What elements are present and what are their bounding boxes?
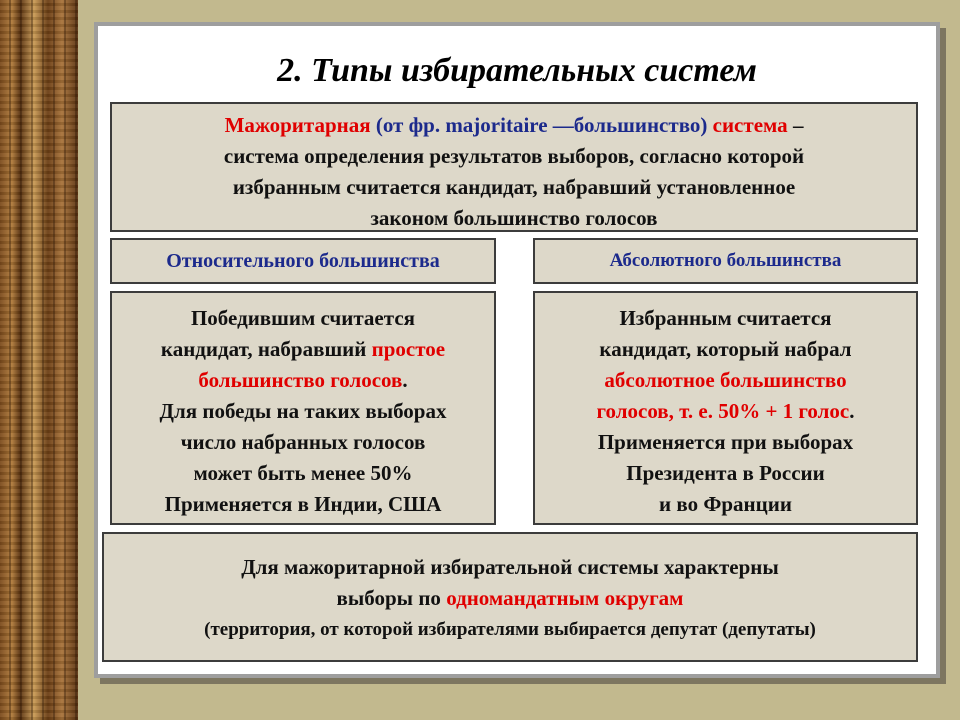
- relative-line-1: Победившим считается: [190, 306, 416, 330]
- absolute-line-7: и во Франции: [659, 492, 792, 516]
- definition-line-4: законом большинство голосов: [370, 206, 658, 230]
- note-line-2-text: выборы по: [336, 586, 447, 610]
- relative-period: .: [402, 368, 408, 392]
- absolute-line-2: кандидат, который набрал: [599, 337, 852, 361]
- relative-line-3: [112, 365, 494, 396]
- relative-line-2: [112, 334, 494, 365]
- term-system: система: [712, 113, 788, 137]
- relative-line-4: Для победы на таких выборах: [159, 399, 447, 423]
- absolute-majority-description: [533, 291, 918, 525]
- absolute-line-5: Применяется при выборах: [597, 430, 854, 454]
- relative-line-6: может быть менее 50%: [193, 461, 413, 485]
- note-line-2: [104, 583, 916, 614]
- relative-line-2-text: кандидат, набравший: [160, 337, 372, 361]
- definition-box: [110, 102, 918, 232]
- decorative-side-strip: [0, 0, 78, 720]
- absolute-majority-header: Абсолютного большинства: [533, 238, 918, 284]
- absolute-fifty-plus-one: голосов, т. е. 50% + 1 голос: [596, 399, 850, 423]
- note-line-1: Для мажоритарной избирательной системы характерны: [241, 555, 779, 579]
- single-member-note: [102, 532, 918, 662]
- note-line-3: (территория, от которой избирателями выбирается депутат (депутаты): [204, 619, 816, 640]
- absolute-line-4: [535, 396, 916, 427]
- term-majoritarian: Мажоритарная: [224, 113, 371, 137]
- relative-line-7: Применяется в Индии, США: [164, 492, 442, 516]
- definition-dash: –: [787, 113, 804, 137]
- relative-simple: простое: [371, 337, 446, 361]
- slide-title: 2. Типы избирательных систем: [277, 52, 757, 89]
- definition-line-1: [112, 110, 916, 141]
- definition-line-2: система определения результатов выборов, согласно которой: [223, 144, 805, 168]
- absolute-period: .: [849, 399, 855, 423]
- relative-majority-description: [110, 291, 496, 525]
- relative-line-5: число набранных голосов: [180, 430, 426, 454]
- relative-majority-votes: большинство голосов: [198, 368, 403, 392]
- absolute-line-1: Избранным считается: [619, 306, 832, 330]
- absolute-line-3: абсолютное большинство: [604, 368, 847, 392]
- relative-majority-header: Относительного большинства: [110, 238, 496, 284]
- note-single-member-districts: одномандатным округам: [446, 586, 684, 610]
- term-etymology: (от фр. majoritaire —большинство): [370, 113, 713, 137]
- definition-line-3: избранным считается кандидат, набравший установленное: [232, 175, 796, 199]
- absolute-line-6: Президента в России: [626, 461, 825, 485]
